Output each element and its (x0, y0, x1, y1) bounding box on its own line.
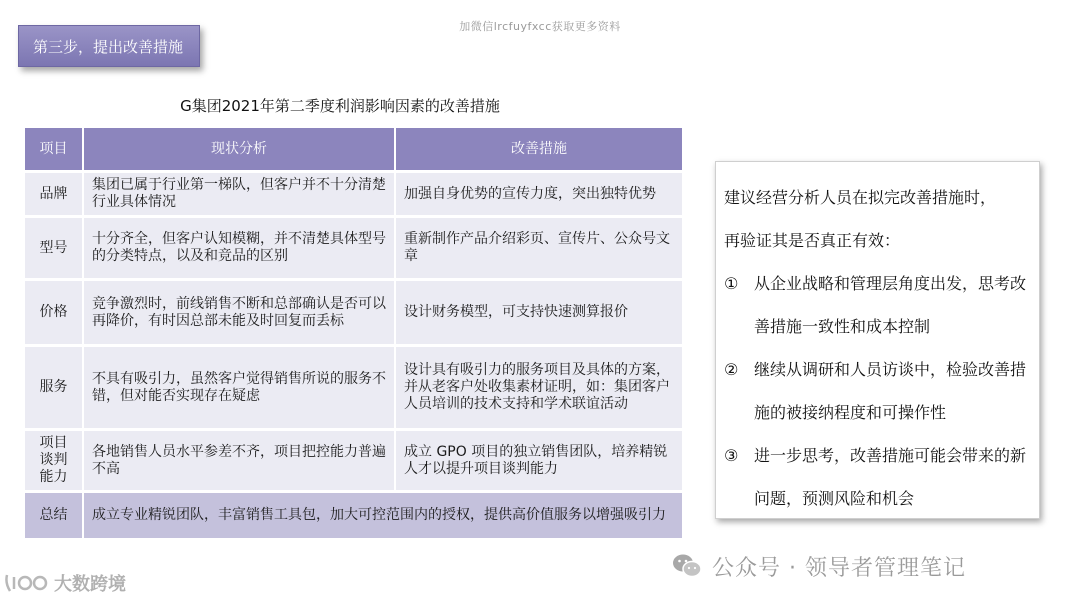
brand-watermark (4, 570, 126, 596)
note-point-text: 进一步思考，改善措施可能会带来的新问题，预测风险和机会 (754, 446, 1027, 508)
note-intro-1: 建议经营分析人员在拟完改善措施时， (724, 188, 997, 207)
wechat-account-text: 公众号 · 领导者管理笔记 (712, 555, 966, 581)
row-item: 服务 (25, 346, 83, 430)
table-row (25, 217, 682, 280)
summary-text: 成立专业精锐团队，丰富销售工具包，加大可控范围内的授权，提供高价值服务以增强吸引力 (83, 492, 682, 538)
improvement-measures-table (25, 128, 682, 538)
note-point-number: ② (724, 360, 739, 379)
note-point-text: 从企业战略和管理层角度出发，思考改善措施一致性和成本控制 (754, 274, 1027, 336)
brand-logo-icon (4, 571, 50, 595)
row-status: 竞争激烈时，前线销售不断和总部确认是否可以再降价，有时因总部未能及时回复而丢标 (83, 280, 395, 346)
table-row (25, 346, 682, 430)
table-row (25, 430, 682, 492)
brand-text: 大数跨境 (54, 574, 126, 595)
row-item: 价格 (25, 280, 83, 346)
row-measure: 设计财务模型，可支持快速测算报价 (395, 280, 682, 346)
wechat-account-watermark (672, 549, 966, 583)
table-row (25, 280, 682, 346)
note-point (724, 348, 1031, 434)
note-point (724, 434, 1031, 520)
note-point (724, 262, 1031, 348)
row-status: 十分齐全，但客户认知模糊，并不清楚具体型号的分类特点，以及和竞品的区别 (83, 217, 395, 280)
row-item: 项目谈判能力 (25, 430, 83, 492)
row-item: 品牌 (25, 172, 83, 217)
table-header-row (25, 128, 682, 172)
note-point-number: ③ (724, 446, 739, 465)
note-intro-2: 再验证其是否真正有效： (724, 231, 901, 250)
row-measure: 加强自身优势的宣传力度，突出独特优势 (395, 172, 682, 217)
row-status: 各地销售人员水平参差不齐，项目把控能力普遍不高 (83, 430, 395, 492)
summary-row (25, 492, 682, 538)
header-item: 项目 (25, 128, 83, 172)
row-status: 集团已属于行业第一梯队，但客户并不十分清楚行业具体情况 (83, 172, 395, 217)
table-title: G集团2021年第二季度利润影响因素的改善措施 (180, 97, 500, 115)
row-measure: 重新制作产品介绍彩页、宣传片、公众号文章 (395, 217, 682, 280)
summary-item: 总结 (25, 492, 83, 538)
header-measure: 改善措施 (395, 128, 682, 172)
row-measure: 成立 GPO 项目的独立销售团队，培养精锐人才以提升项目谈判能力 (395, 430, 682, 492)
row-status: 不具有吸引力，虽然客户觉得销售所说的服务不错，但对能否实现存在疑虑 (83, 346, 395, 430)
step-title-badge: 第三步，提出改善措施 (18, 25, 200, 67)
table-row (25, 172, 682, 217)
note-point-number: ① (724, 274, 739, 293)
verification-note-box (715, 161, 1040, 519)
header-status: 现状分析 (83, 128, 395, 172)
top-watermark: 加微信lrcfuyfxcc获取更多资料 (459, 20, 621, 33)
row-measure: 设计具有吸引力的服务项目及具体的方案，并从老客户处收集素材证明，如：集团客户人员培训的技术支持和学术联谊活动 (395, 346, 682, 430)
row-item: 型号 (25, 217, 83, 280)
note-point-text: 继续从调研和人员访谈中，检验改善措施的被接纳程度和可操作性 (754, 360, 1027, 422)
wechat-icon (672, 553, 702, 579)
